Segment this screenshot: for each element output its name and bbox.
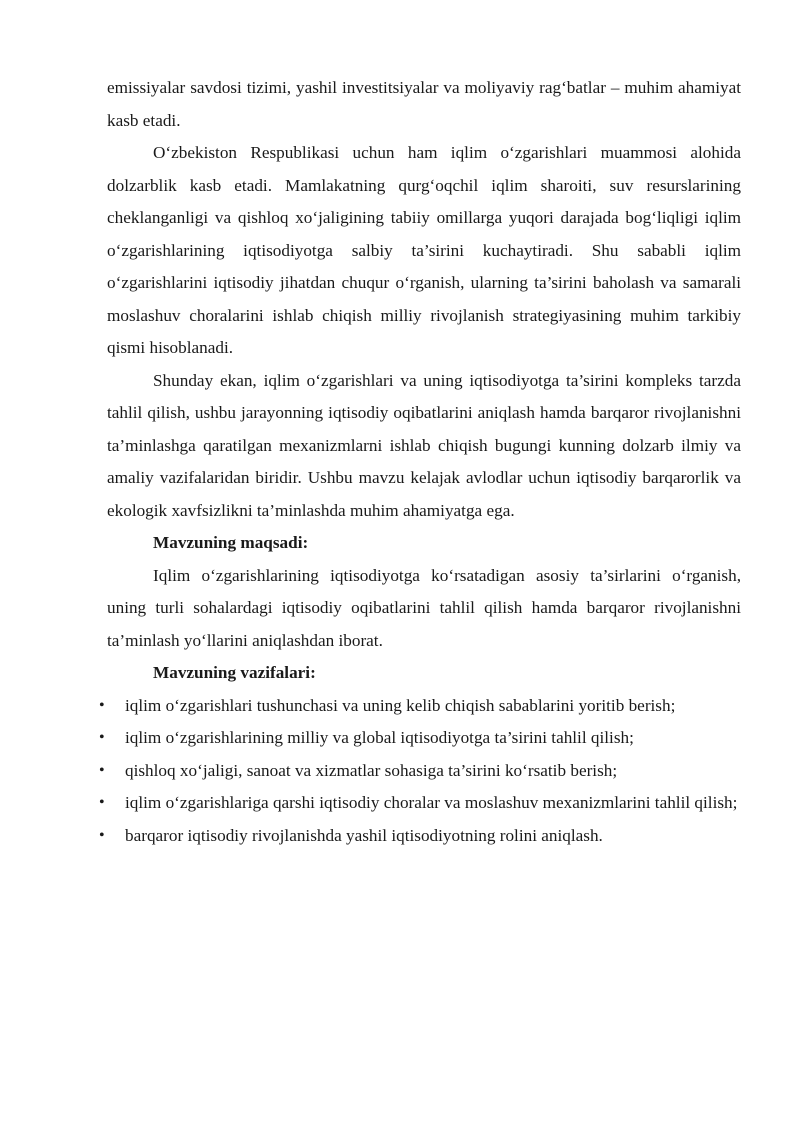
bullet-icon: • [99,826,105,844]
list-item [99,722,741,755]
list-item [99,787,741,820]
paragraph-topic-importance: Shunday ekan, iqlim o‘zgarishlari va uning iqtisodiyotga ta’sirini kompleks tarzda tahlil qilish, ushbu jarayonning iqtisodiy oqibatlarini aniqlash hamda barqaror rivojlanishni ta’minlashga qaratilgan mexanizmlarni ishlab chiqish bugungi kunning dolzarb ilmiy va amaliy vazifalaridan biridir. Ushbu mavzu kelajak avlodlar uchun iqtisodiy barqarorlik va ekologik xavfsizlikni ta’minlashda muhim ahamiyatga ega. [107,370,741,520]
goal-heading: Mavzuning maqsadi: [153,533,309,552]
bullet-icon: • [99,729,105,746]
bullet-icon: • [99,794,105,811]
bullet-icon: • [99,761,105,779]
goal-text: Iqlim o‘zgarishlarining iqtisodiyotga ko‘rsatadigan asosiy ta’sirlarini o‘rganish, uning turli sohalardagi iqtisodiy oqibatlarini tahlil qilish hamda barqaror rivojlanishni ta’minlash yo‘llarini aniqlashdan iborat. [107,565,741,650]
paragraph-continuation: emissiyalar savdosi tizimi, yashil investitsiyalar va moliyaviy rag‘batlar – muhim ahamiyat kasb etadi. [107,78,741,130]
paragraph-uzbekistan-relevance: O‘zbekiston Respublikasi uchun ham iqlim o‘zgarishlari muammosi alohida dolzarblik kasb etadi. Mamlakatning qurg‘oqchil iqlim sharoiti, suv resurslarining cheklanganligi va qishloq xo‘jaligining tabiiy omillarga yuqori darajada bog‘liqligi iqlim o‘zgarishlarining iqtisodiyotga salbiy ta’sirini kuchaytiradi. Shu sababli iqlim o‘zgarishlarini iqtisodiy jihatdan chuqur o‘rganish, ularning ta’sirini baholash va samarali moslashuv choralarini ishlab chiqish milliy rivojlanish strategiyasining muhim tarkibiy qismi hisoblanadi. [107,143,741,357]
tasks-list [99,690,741,853]
bullet-icon: • [99,696,105,714]
list-item-text: iqlim o‘zgarishlari tushunchasi va uning kelib chiqish sabablarini yoritib berish; [125,695,676,715]
list-item [99,755,741,788]
list-item-text: qishloq xo‘jaligi, sanoat va xizmatlar sohasiga ta’sirini ko‘rsatib berish; [125,760,618,780]
list-item [99,820,741,853]
tasks-heading: Mavzuning vazifalari: [153,663,316,682]
list-item-text: iqlim o‘zgarishlariga qarshi iqtisodiy choralar va moslashuv mexanizmlarini tahlil qilish; [125,793,738,812]
list-item-text: barqaror iqtisodiy rivojlanishda yashil iqtisodiyotning rolini aniqlash. [125,825,603,845]
list-item-text: iqlim o‘zgarishlarining milliy va global iqtisodiyotga ta’sirini tahlil qilish; [125,728,634,747]
document-page [99,72,741,852]
list-item [99,690,741,723]
